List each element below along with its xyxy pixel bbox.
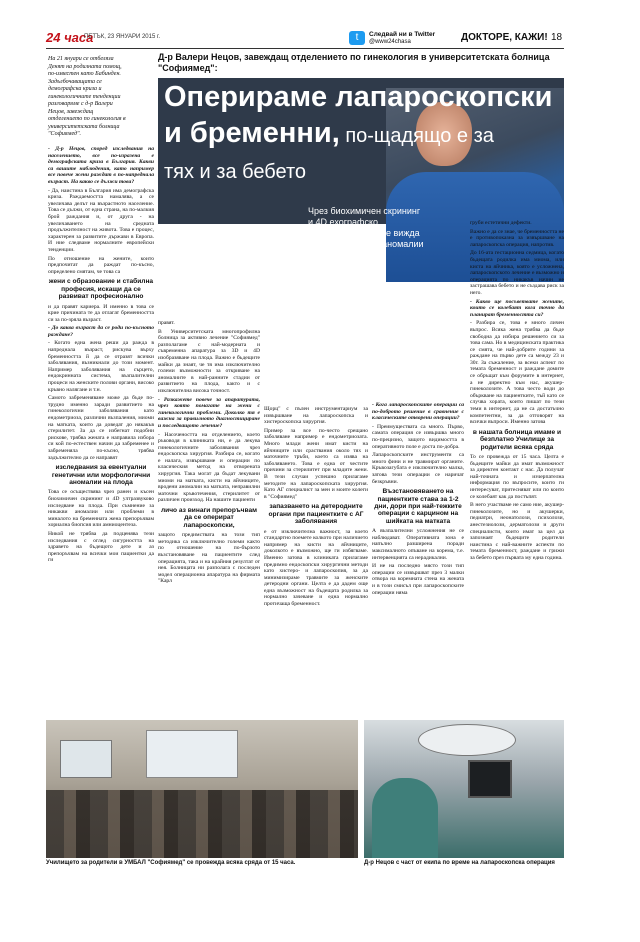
- surgical-lamp: [418, 724, 516, 756]
- paragraph: Никой не трябва да подценява тези изследвания с оглед сигурността на здравето на бъдещото дете и аз препоръчвам на всички мои пациентки да ги: [48, 530, 154, 564]
- photo-surgeon: [372, 778, 438, 858]
- column-1: [48, 146, 154, 644]
- paragraph: Това се осъществява чрез ранен и късен биохимичен скрининг и 4D ултразвуково изследване на плода. При съмнение за никакви аномалии или проблеми в миналото на бременната жена препоръчвам хориална биопсия или амниоцентеза.: [48, 489, 154, 529]
- headline-line-1: Оперираме лапароскопски: [164, 81, 553, 113]
- surgery-photo: [364, 720, 564, 858]
- photo-window: [60, 740, 112, 778]
- subheading: в нашата болница имаме и безплатно Училище за родители всяка сряда: [472, 428, 562, 451]
- paragraph: защото предимствата на този тип методика са изключително големи както по отношение на по-бързото възстановяване на пациентите след операцията, така и на крайния резултат от нея. Болницата ни разполага с последен модел операционна апаратура на фирмата "Карл: [158, 532, 260, 585]
- interview-question: - До каква възраст да се роди по-късното раждане?: [48, 325, 154, 338]
- paragraph: В Университетската многопрофилна болница за активно лечение "Софиямед" разполагаме с най-модерната и съвременна апаратура за 3D и 4D изобразяване на плода. Важно е бъдещите майки да знаят, че тя има изключително големи възможности за откриване на аномалиите в най-ранните стадии от развитието на плода, както и с изключителна висока точност.: [158, 328, 260, 394]
- paragraph: А възпалителни усложнения не се наблюдават. Оперативната зона е напълно разширена поради максималното опъване на корема, т.е. интервенцията са нерадикални.: [372, 528, 464, 561]
- paragraph: и да правят кариера. И именно в това се крие причината те да отлагат бременността си за по-зряла възраст.: [48, 303, 154, 323]
- paragraph: Лапароскопските инструменти са много фини и не травмират органите. Кръвозагубата е изключително малка, затова тези операции се наричат безкръвни.: [372, 452, 464, 485]
- interview-question: - Д-р Нецов, според изследвания на населението, все по-изразена е демографската криза в България. Какви са вашите наблюдения, като например все повече жени раждат в по-напреднала възраст. На какво се дължи това?: [48, 146, 154, 185]
- photo-caption-right: Д-р Нецов с част от екипа по време на лапароскопска операция: [364, 860, 555, 866]
- subheading: личо аз винаги препоръчвам да се оперират лапароскопски,: [160, 507, 258, 529]
- photo-pullquote: Чрез биохимичен скрининг и 4D ехографско изследване рано се вижда дали плодът има аномалии: [308, 206, 424, 249]
- paragraph: - Да, наистина в България има демографска криза. Раждаемостта намалява, а се увеличава делът на възрастното население. Това се дължи, от една страна, на по-малкия брой раждания и, от друга - на увеличаването на средната продължителност на живота. Това е процес, характерен за развитите държави в Европа. И ние следваме нормалните европейски тенденции.: [48, 187, 154, 253]
- photo-caption-left: Училището за родители в УМБАЛ "Софиямед" се провежда всяка сряда от 15 часа.: [46, 860, 296, 866]
- subheading: Възстановяването на пациентките става за 1-2 дни, дори при най-тежките операции с карцином на шийката на матката: [374, 488, 462, 525]
- paragraph: груби естетични дефекти.: [470, 220, 532, 226]
- headline-line-2-light: по-щадящо е за: [339, 125, 494, 147]
- paragraph: То се провежда от 15 часа. Целта е бъдещите майки да имат възможност за директен контакт с нас. Да получат най-точната и изчерпателна информация по въпросите, които ги интересуват, притесняват или по които се колебаят как да постъпят.: [470, 454, 564, 500]
- issue-date: ПЕТЪК, 23 ЯНУАРИ 2015 г.: [84, 34, 161, 40]
- twitter-handle: @www24chasa: [369, 39, 411, 45]
- newspaper-page: [46, 30, 564, 890]
- intro-text: На 21 януари се отбеляза Денят на родилната помощ, по-известен като Бабинден. Задълбочаващата се демографска криза и гинекологичните тенденции разговаряме с д-р Валери Нецов, завеждащ отделението по гинекология в университетската болница "Софиямед".: [48, 56, 126, 137]
- column-4: [372, 402, 464, 714]
- paragraph: В него участваме не само ние, акушер-гинеколозите, но и акушерки, педиатри, неонатолози, психолози, анестезиолози, дерматолози и други специалисти, които имат за цел да запознаят бъдещите родители наистина с най-важните аспекти по темата бременност, раждане и грижи за бебето през първата му една година.: [470, 502, 564, 561]
- paragraph: - Насочеността на отделението, което ръководя в клиниката ни, е да лекува гинекологичните заболявания чрез ендоскопска хирургия. Разбира се, когато е налага, извършваме и операции по класическия метод на отворената хирургия. Така могат да бъдат лекувани миоми на матката, кисти на яйчниците, вродени аномалии на матката, неправилни маточни кръвотечения, стерилитет от различен произход. На нашите пациенти: [158, 431, 260, 504]
- paragraph: До 16-ата гестационна седмица, когато бъдещата родилка има миома, или киста на яйчника, която е усложнена, лапароскопското лечение е възможно и операцията по никакъв начин не застрашава бебето и не създава риск за него.: [470, 250, 564, 296]
- paragraph: е от изключителна важност, за което стандартно поемете колкото при наличието например на кисти на яйчниците, доколкото е възможно, ще ги избягваме. Именно затова в клиниката прилагаме предимно ендоскопски хирургични методи като хистеро- и лапароскопия, за да минимизираме травмите за женските детеродни органи. Целта е да дадем още една възможност на бъдещата родилка за нормално зачеване и една нормално протичаща бременност.: [264, 528, 368, 608]
- column-2: [158, 320, 260, 714]
- column-5: [470, 220, 564, 714]
- subheading: запазването на детеродните органи при пациентките с АГ заболявания: [268, 503, 364, 526]
- interview-question: - Разкажете повече за апаратурата, чрез която помагате на жени с гинекологични проблеми. Доколко тя е важна за правилното диагностициране и последващото лечение?: [158, 396, 260, 429]
- headline-line-2-bold: и бременни,: [164, 117, 340, 149]
- photo-audience: [46, 790, 358, 858]
- twitter-label: Следвай ни в Twitter: [369, 31, 436, 38]
- paragraph: - Преимуществата са много. Първо, самата операция се извършва много по-прецизно, защото видимостта в оперативното поле е доста по-добра.: [372, 423, 464, 450]
- headline-line-3: тях и за бебето: [164, 161, 307, 183]
- paragraph: Щорц" с пълен инструментариум за извършване на лапароскопска и хистероскопска хирургия.: [264, 406, 368, 426]
- newspaper-logo: 24 часа: [46, 30, 94, 45]
- paragraph: Пример за все по-често срещано заболяване например е ендометриозата. Много млади жени имат кисти на яйчниците или сраствания около тях и маточните тръби, което са изява на заболяването. Това е една от честите причини за стерилитет при младите жени. В тези случаи успешно прилагаме методите на лапароскопската хирургия. Като АГ специалист за мен и моите колеги в "Софиямед": [264, 427, 368, 500]
- subheading: изследвания за евентуални генетични или морфологични аномалии на плода: [51, 464, 151, 486]
- paragraph: И не на последно място този тип операции се извършват през 3 малки отвора на коремната стена на жената и в този смисъл при лапароскопските операции няма: [372, 563, 464, 596]
- school-for-parents-photo: [46, 720, 358, 858]
- page-header: [46, 30, 564, 49]
- subheading: жени с образование и стабилна професия, искащи да се развиват професионално: [48, 278, 154, 301]
- paragraph: - Разбира се, това е много личен въпрос. Всяка жена трябва да бъде свободна да избира решението си за това сама. Но в медицинската практика се смята, че най-добрите години за раждане на първо дете са между 23 и 30г. За съжаление, за всеки аспект по темата бременност и раждане домите се обръщат към форумите в интернет, а не директно към нас, акушер-гинеколозите. А това често води до объркване на пациентките, тъй като се случва хората, които пишат по тези теми в интернет, да не са достатъчно компетентни, за да отговорят на всички въпроси. Именно затова: [470, 320, 564, 426]
- section-title: ДОКТОРЕ, КАЖИ!: [461, 32, 548, 43]
- twitter-icon: t: [349, 31, 365, 45]
- interview-question: - Какво ще посъветвате жените, които се колебаят кога точно да планират бременността си?: [470, 298, 564, 318]
- headline-line-2: [164, 116, 494, 153]
- paragraph: - Когато една жена реши да ражда в напреднала възраст, рискува върху бременността й да се отразят всички заболявания, възникнали до този момент. Например заболявания на сърцето, ендокринната система, възпалителни процеси на женските полови органи, високо кръвно налягане и т.н.: [48, 340, 154, 393]
- page-number: 18: [551, 32, 563, 43]
- paragraph: правят.: [158, 320, 175, 326]
- interview-question: - Кога лапароскопските операции са по-доброто решение в сравнение с класическите отворени операции?: [372, 402, 464, 422]
- article-kicker: Д-р Валери Нецов, завеждащ отделението по гинекология в университетската болница "Софиямед":: [158, 52, 564, 73]
- paragraph: Важно е да се знае, че бременността не е противопоказна за извършване на лапароскопска операция, напротив.: [470, 228, 564, 248]
- paragraph: Самото забременяване може да бъде по-трудно именно заради развитието на гинекологични заболявания като ендометриоза, различни възпаления, миоми на матката, които да доведат до някакъв стерилитет. За да се избегнат подобни рискове, трябва жената e направила избора си кой по-естествен начин да забременее и забременяла по-късно, трябва задължително да се направят: [48, 395, 154, 461]
- paragraph: По отношение на жените, които предпочитат да раждат по-късно, определено смятам, че това са: [48, 255, 154, 275]
- column-3: [264, 406, 368, 714]
- surgical-monitor: [468, 760, 512, 798]
- projection-screen: [146, 730, 238, 778]
